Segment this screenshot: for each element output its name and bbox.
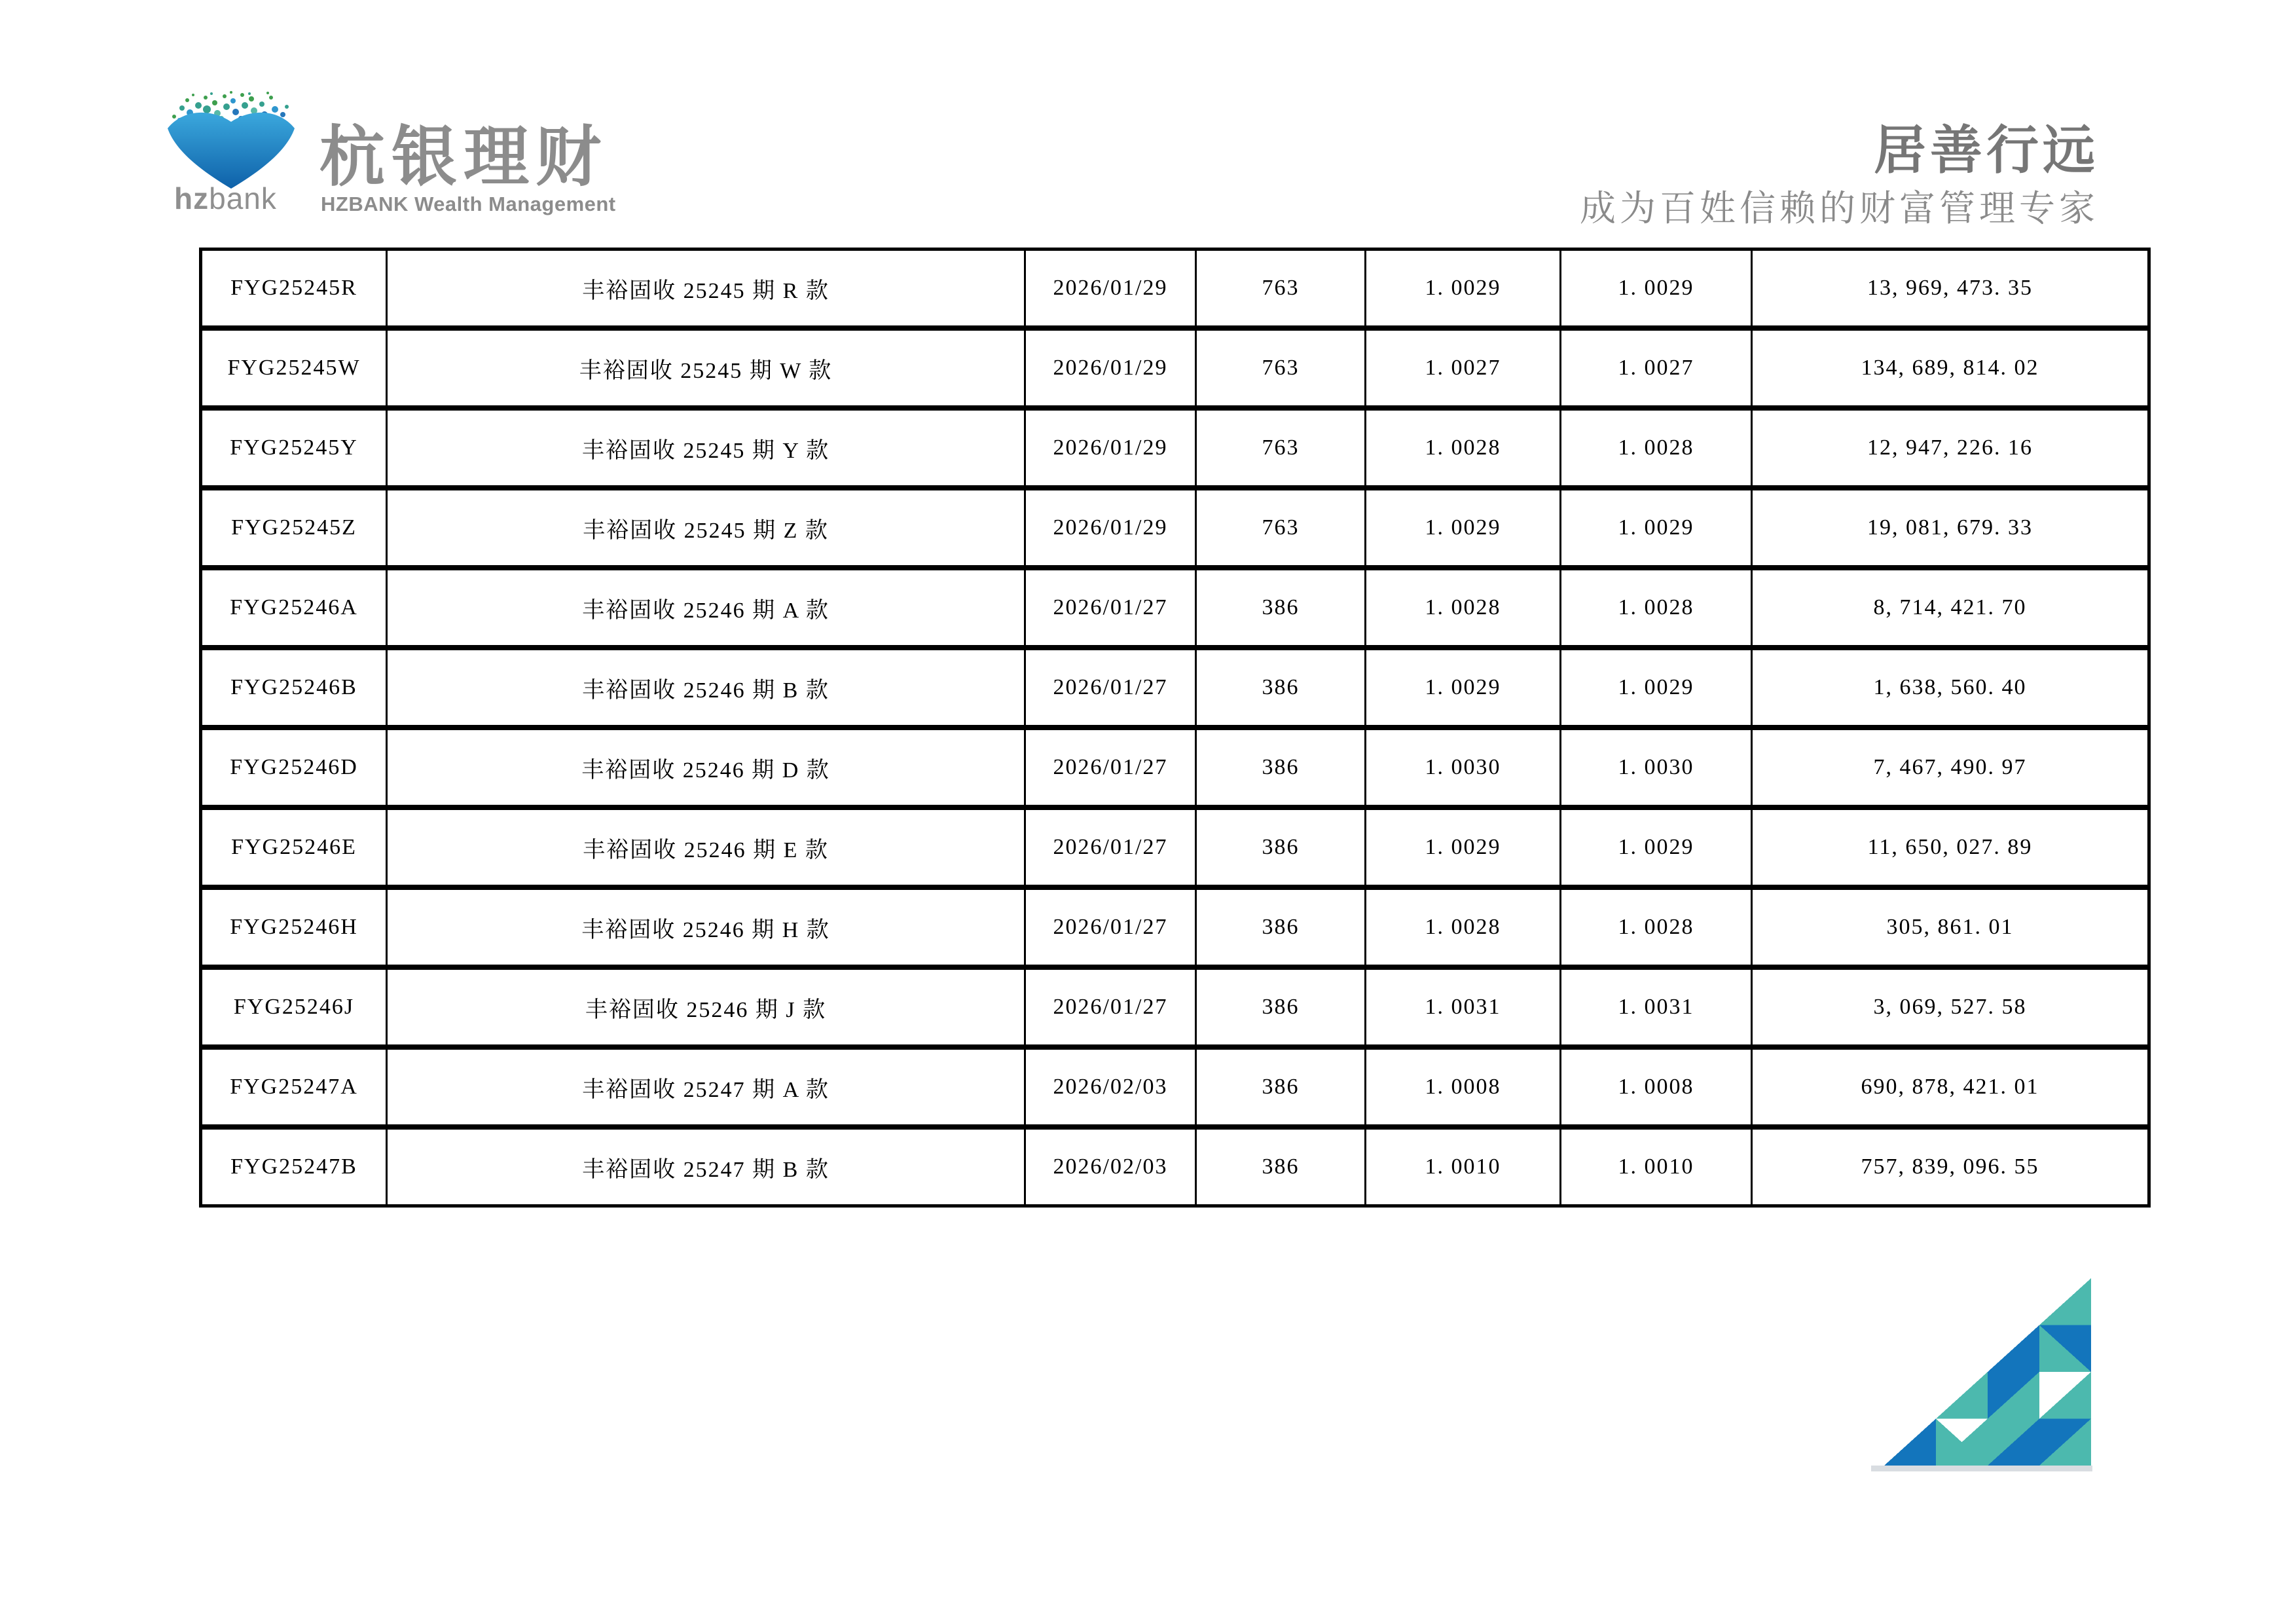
cell-nav: 1. 0010 — [1366, 1127, 1561, 1206]
cell-amount: 690, 878, 421. 01 — [1752, 1047, 2149, 1127]
cell-name: 丰裕固收 25246 期 H 款 — [387, 887, 1025, 967]
cell-cum-nav: 1. 0008 — [1561, 1047, 1752, 1127]
product-nav-table — [199, 248, 2151, 1208]
logo-heart-shape — [168, 113, 295, 189]
cell-name: 丰裕固收 25246 期 E 款 — [387, 807, 1025, 887]
cell-code: FYG25245Z — [201, 488, 387, 568]
cell-date: 2026/01/27 — [1025, 967, 1196, 1047]
cell-date: 2026/01/29 — [1025, 328, 1196, 408]
cell-cum-nav: 1. 0028 — [1561, 887, 1752, 967]
cell-name: 丰裕固收 25245 期 Z 款 — [387, 488, 1025, 568]
table-row — [201, 887, 2149, 967]
cell-name: 丰裕固收 25245 期 Y 款 — [387, 408, 1025, 488]
cell-cum-nav: 1. 0028 — [1561, 568, 1752, 648]
table-row — [201, 249, 2149, 329]
logo-wordmark — [174, 183, 277, 213]
table-row — [201, 728, 2149, 807]
cell-nav: 1. 0031 — [1366, 967, 1561, 1047]
cell-amount: 134, 689, 814. 02 — [1752, 328, 2149, 408]
cell-name: 丰裕固收 25246 期 B 款 — [387, 648, 1025, 728]
cell-days: 386 — [1196, 887, 1366, 967]
cell-name: 丰裕固收 25245 期 W 款 — [387, 328, 1025, 408]
cell-code: FYG25246E — [201, 807, 387, 887]
cell-date: 2026/01/27 — [1025, 648, 1196, 728]
cell-nav: 1. 0008 — [1366, 1047, 1561, 1127]
cell-days: 763 — [1196, 249, 1366, 329]
cell-days: 386 — [1196, 648, 1366, 728]
cell-date: 2026/01/29 — [1025, 408, 1196, 488]
cell-cum-nav: 1. 0029 — [1561, 249, 1752, 329]
cell-code: FYG25247B — [201, 1127, 387, 1206]
cell-code: FYG25246H — [201, 887, 387, 967]
cell-date: 2026/01/29 — [1025, 488, 1196, 568]
cell-code: FYG25246D — [201, 728, 387, 807]
cell-amount: 757, 839, 096. 55 — [1752, 1127, 2149, 1206]
product-nav-table-body — [201, 249, 2149, 1206]
cell-code: FYG25246A — [201, 568, 387, 648]
cell-cum-nav: 1. 0029 — [1561, 648, 1752, 728]
cell-cum-nav: 1. 0029 — [1561, 488, 1752, 568]
cell-cum-nav: 1. 0010 — [1561, 1127, 1752, 1206]
cell-cum-nav: 1. 0031 — [1561, 967, 1752, 1047]
mosaic-baseline-icon — [1871, 1466, 2092, 1471]
cell-code: FYG25245R — [201, 249, 387, 329]
hzbank-logo-heart-icon — [162, 90, 300, 189]
cell-days: 386 — [1196, 967, 1366, 1047]
cell-nav: 1. 0028 — [1366, 408, 1561, 488]
table-row — [201, 328, 2149, 408]
cell-date: 2026/02/03 — [1025, 1127, 1196, 1206]
cell-amount: 305, 861. 01 — [1752, 887, 2149, 967]
logo-wordmark-bank: bank — [209, 181, 277, 215]
slogan-subtitle: 成为百姓信赖的财富管理专家 — [1579, 188, 2099, 229]
table-row — [201, 1127, 2149, 1206]
table-row — [201, 408, 2149, 488]
logo-wordmark-hz: hz — [174, 181, 210, 215]
cell-amount: 1, 638, 560. 40 — [1752, 648, 2149, 728]
cell-code: FYG25245Y — [201, 408, 387, 488]
cell-nav: 1. 0027 — [1366, 328, 1561, 408]
cell-amount: 19, 081, 679. 33 — [1752, 488, 2149, 568]
cell-days: 386 — [1196, 568, 1366, 648]
brand-name-chinese: 杭银理财 — [319, 120, 608, 194]
cell-date: 2026/01/27 — [1025, 807, 1196, 887]
cell-amount: 7, 467, 490. 97 — [1752, 728, 2149, 807]
table-row — [201, 488, 2149, 568]
cell-amount: 3, 069, 527. 58 — [1752, 967, 2149, 1047]
table-row — [201, 568, 2149, 648]
cell-nav: 1. 0029 — [1366, 648, 1561, 728]
brand-name-english: HZBANK Wealth Management — [321, 193, 616, 215]
cell-name: 丰裕固收 25246 期 J 款 — [387, 967, 1025, 1047]
cell-nav: 1. 0029 — [1366, 249, 1561, 329]
cell-cum-nav: 1. 0030 — [1561, 728, 1752, 807]
cell-date: 2026/01/27 — [1025, 887, 1196, 967]
cell-days: 763 — [1196, 488, 1366, 568]
cell-amount: 12, 947, 226. 16 — [1752, 408, 2149, 488]
cell-date: 2026/02/03 — [1025, 1047, 1196, 1127]
cell-days: 386 — [1196, 1127, 1366, 1206]
cell-code: FYG25246B — [201, 648, 387, 728]
slogan-main: 居善行远 — [1874, 121, 2099, 179]
cell-days: 763 — [1196, 328, 1366, 408]
cell-date: 2026/01/27 — [1025, 728, 1196, 807]
cell-cum-nav: 1. 0029 — [1561, 807, 1752, 887]
cell-name: 丰裕固收 25246 期 D 款 — [387, 728, 1025, 807]
triangle-mosaic-icon — [1884, 1278, 2091, 1466]
table-row — [201, 1047, 2149, 1127]
cell-nav: 1. 0029 — [1366, 488, 1561, 568]
table-row — [201, 807, 2149, 887]
cell-nav: 1. 0028 — [1366, 887, 1561, 967]
cell-cum-nav: 1. 0027 — [1561, 328, 1752, 408]
table-row — [201, 648, 2149, 728]
cell-name: 丰裕固收 25246 期 A 款 — [387, 568, 1025, 648]
cell-cum-nav: 1. 0028 — [1561, 408, 1752, 488]
cell-days: 386 — [1196, 728, 1366, 807]
cell-date: 2026/01/27 — [1025, 568, 1196, 648]
cell-date: 2026/01/29 — [1025, 249, 1196, 329]
cell-name: 丰裕固收 25245 期 R 款 — [387, 249, 1025, 329]
cell-days: 763 — [1196, 408, 1366, 488]
cell-days: 386 — [1196, 1047, 1366, 1127]
cell-code: FYG25246J — [201, 967, 387, 1047]
cell-amount: 11, 650, 027. 89 — [1752, 807, 2149, 887]
cell-amount: 13, 969, 473. 35 — [1752, 249, 2149, 329]
cell-days: 386 — [1196, 807, 1366, 887]
cell-amount: 8, 714, 421. 70 — [1752, 568, 2149, 648]
cell-code: FYG25245W — [201, 328, 387, 408]
cell-nav: 1. 0030 — [1366, 728, 1561, 807]
cell-code: FYG25247A — [201, 1047, 387, 1127]
cell-name: 丰裕固收 25247 期 A 款 — [387, 1047, 1025, 1127]
cell-nav: 1. 0029 — [1366, 807, 1561, 887]
table-row — [201, 967, 2149, 1047]
cell-nav: 1. 0028 — [1366, 568, 1561, 648]
cell-name: 丰裕固收 25247 期 B 款 — [387, 1127, 1025, 1206]
